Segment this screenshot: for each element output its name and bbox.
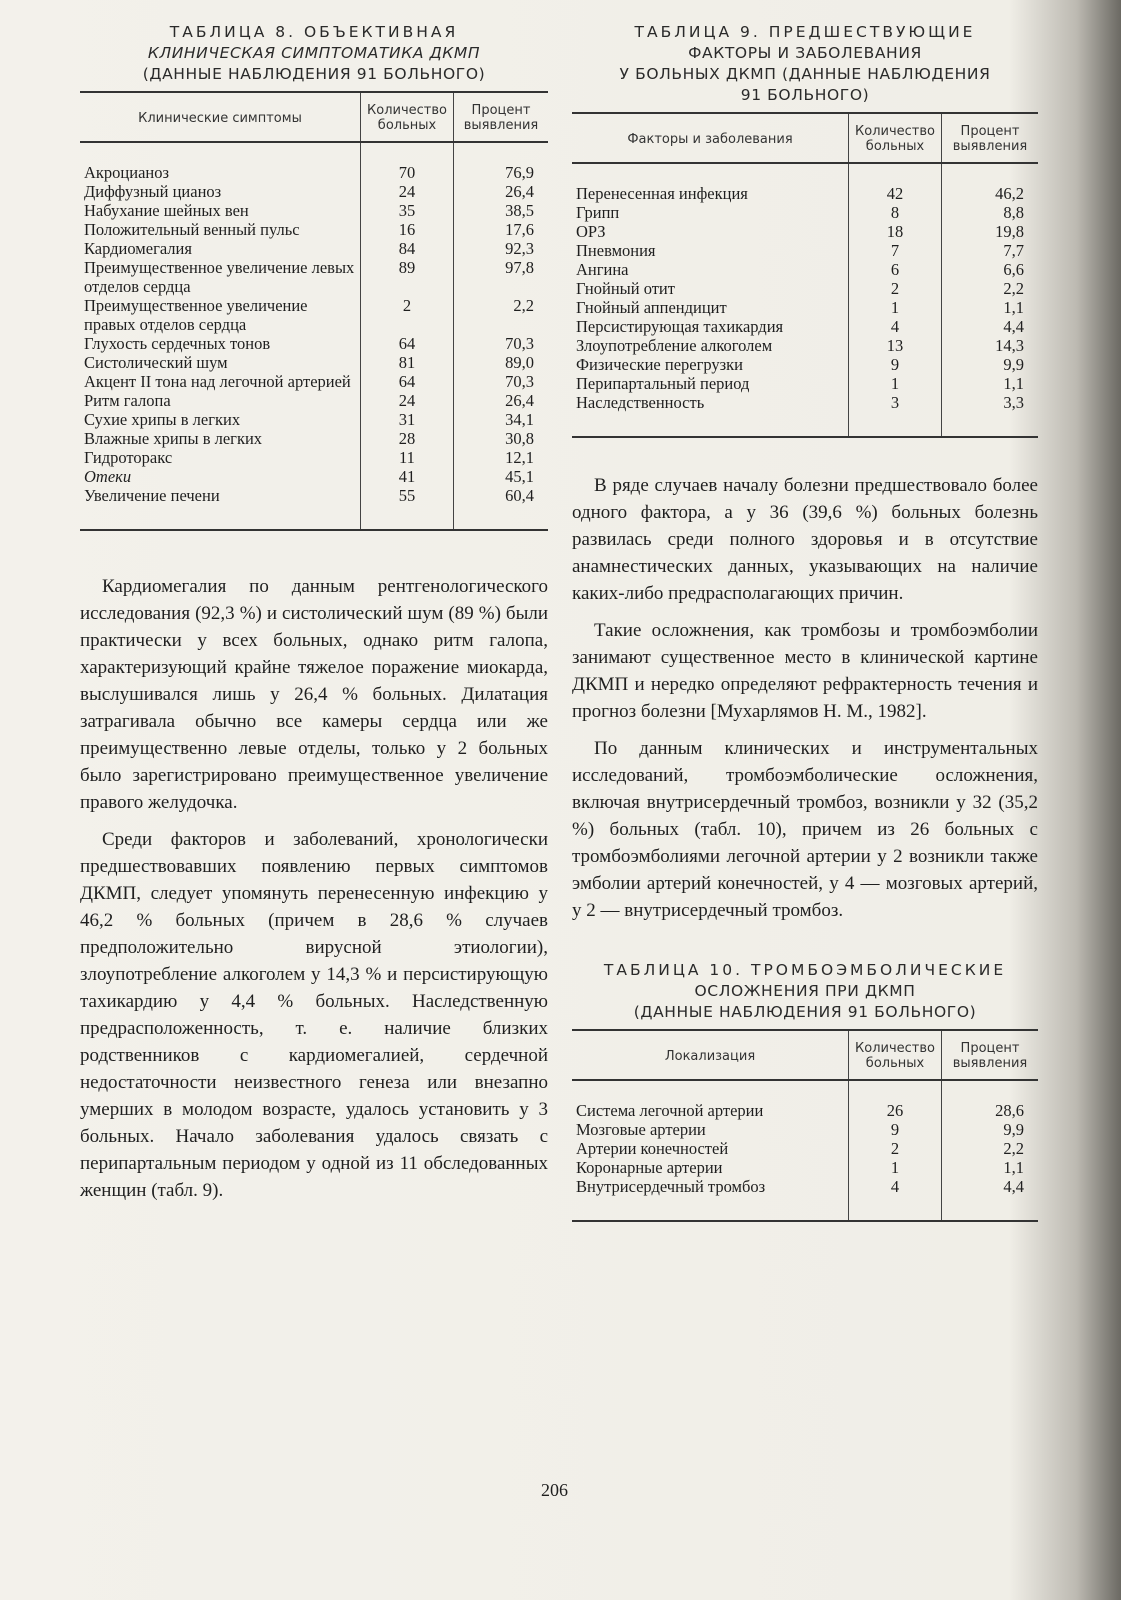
row-count: 26 [849, 1080, 942, 1120]
table-row [572, 241, 1038, 260]
row-label: Злоупотребление алкоголем [576, 336, 773, 355]
row-percent: 26,4 [454, 182, 549, 201]
row-label: Диффузный цианоз [84, 182, 222, 201]
table9-caption-line3: У БОЛЬНЫХ ДКМП (ДАННЫЕ НАБЛЮДЕНИЯ [619, 65, 991, 83]
row-count: 9 [849, 1120, 942, 1139]
table-row [572, 317, 1038, 336]
row-count: 28 [361, 429, 454, 448]
row-percent: 9,9 [942, 1120, 1039, 1139]
row-percent: 1,1 [942, 1158, 1039, 1177]
table-row [80, 486, 548, 530]
row-percent: 12,1 [454, 448, 549, 467]
row-percent: 70,3 [454, 334, 549, 353]
right-paragraph-1: В ряде случаев началу болезни предшествовало более одного фактора, а у 36 (39,6 %) больных болезнь развилась среди полного здоровья и в отсутствие анамнестических данных, указывающих на наличие каких-либо предрасполагающих причин. [572, 475, 1038, 604]
table10-caption [572, 960, 1038, 1023]
row-count: 2 [361, 296, 454, 334]
row-count: 7 [849, 241, 942, 260]
row-count: 1 [849, 298, 942, 317]
left-column [80, 22, 548, 1214]
row-percent: 97,8 [454, 258, 549, 296]
table-row [572, 1120, 1038, 1139]
table-row [80, 142, 548, 182]
row-count: 16 [361, 220, 454, 239]
row-count: 64 [361, 334, 454, 353]
row-percent: 76,9 [454, 142, 549, 182]
table-row [80, 334, 548, 353]
row-percent: 38,5 [454, 201, 549, 220]
row-label: Персистирующая тахикардия [576, 317, 784, 336]
row-label: Систолический шум [84, 353, 228, 372]
table-row [572, 355, 1038, 374]
row-percent: 4,4 [942, 317, 1039, 336]
row-percent: 3,3 [942, 393, 1039, 437]
row-label: Кардиомегалия [84, 239, 192, 258]
table8-header-count: Количество больных [361, 92, 454, 142]
table-row [80, 467, 548, 486]
table10 [572, 1029, 1038, 1222]
table9 [572, 112, 1038, 438]
table-row [80, 410, 548, 429]
row-count: 35 [361, 201, 454, 220]
row-count: 64 [361, 372, 454, 391]
table-row [80, 429, 548, 448]
row-percent: 17,6 [454, 220, 549, 239]
table8 [80, 91, 548, 531]
table9-caption [572, 22, 1038, 106]
row-label: Влажные хрипы в легких [84, 429, 263, 448]
row-label: Отеки [84, 467, 132, 486]
table9-header-percent: Процент выявления [942, 113, 1039, 163]
row-label: Мозговые артерии [576, 1120, 706, 1139]
row-percent: 2,2 [942, 1139, 1039, 1158]
row-label: Система легочной артерии [576, 1101, 764, 1120]
table-row [80, 239, 548, 258]
row-percent: 2,2 [454, 296, 549, 334]
row-percent: 4,4 [942, 1177, 1039, 1221]
table-row [80, 201, 548, 220]
row-label: Ритм галопа [84, 391, 171, 410]
row-label: Ангина [576, 260, 629, 279]
row-count: 2 [849, 279, 942, 298]
table-row [80, 182, 548, 201]
row-label: Гнойный аппендицит [576, 298, 727, 317]
row-label: Внутрисердечный тромбоз [576, 1177, 766, 1196]
row-percent: 1,1 [942, 298, 1039, 317]
table8-caption-line2: КЛИНИЧЕСКАЯ СИМПТОМАТИКА ДКМП [147, 44, 481, 62]
row-count: 81 [361, 353, 454, 372]
row-count: 55 [361, 486, 454, 530]
left-paragraph-2: Среди факторов и заболеваний, хронологически предшествовавших появлению первых симптомов ДКМП, следует упомянуть перенесенную инфекцию у 46,2 % больных (причем в 28,6 % случаев предположительно вирусной этиологии), злоупотребление алкоголем у 14,3 % и персистирующую тахикардию у 4,4 % больных. Наследственную предрасположенность, т. е. наличие близких родственников с кардиомегалией, сердечной недостаточности неизвестного генеза или внезапно умерших в молодом возрасте, удалось установить у 3 больных. Начало заболевания удалось связать с перипартальным периодом у одной из 11 обследованных женщин (табл. 9). [80, 829, 548, 1201]
table9-header-factors: Факторы и заболевания [572, 113, 849, 163]
row-count: 6 [849, 260, 942, 279]
row-count: 70 [361, 142, 454, 182]
table-row [572, 1080, 1038, 1120]
row-percent: 92,3 [454, 239, 549, 258]
row-percent: 60,4 [454, 486, 549, 530]
table-row [572, 203, 1038, 222]
row-percent: 9,9 [942, 355, 1039, 374]
row-label: Артерии конечностей [576, 1139, 729, 1158]
row-count: 89 [361, 258, 454, 296]
table-row [572, 336, 1038, 355]
table-row [572, 222, 1038, 241]
row-count: 84 [361, 239, 454, 258]
left-paragraph-1: Кардиомегалия по данным рентгенологического исследования (92,3 %) и систолический шум (89 %) были практически у всех больных, однако ритм галопа, характеризующий крайне тяжелое поражение миокарда, выслушивался лишь у 26,4 % больных. Дилатация затрагивала обычно все камеры сердца или же преимущественно левые отделы, только у 2 больных было зарегистрировано преимущественное увеличение правого желудочка. [80, 576, 548, 813]
row-label: Увеличение печени [84, 486, 220, 505]
row-count: 31 [361, 410, 454, 429]
right-paragraph-3: По данным клинических и инструментальных исследований, тромбоэмболические осложнения, включая внутрисердечный тромбоз, возникли у 32 (35,2 %) больных (табл. 10), причем из 26 больных с тромбоэмболиями легочной артерии у 2 возникли также эмболии артерий конечностей, у 4 — мозговых артерий, у 2 — внутрисердечный тромбоз. [572, 738, 1038, 921]
row-percent: 70,3 [454, 372, 549, 391]
table8-caption [80, 22, 548, 85]
row-label: Преимущественное увеличение правых отделов сердца [84, 296, 308, 334]
row-count: 13 [849, 336, 942, 355]
row-label: Преимущественное увеличение левых отделов сердца [84, 258, 355, 296]
row-label: Перипартальный период [576, 374, 750, 393]
row-count: 4 [849, 1177, 942, 1221]
table-row [80, 372, 548, 391]
table-row [80, 258, 548, 296]
table-row [80, 296, 548, 334]
row-count: 18 [849, 222, 942, 241]
table10-header-localization: Локализация [572, 1030, 849, 1080]
table8-header-percent: Процент выявления [454, 92, 549, 142]
row-percent: 28,6 [942, 1080, 1039, 1120]
row-percent: 8,8 [942, 203, 1039, 222]
row-count: 3 [849, 393, 942, 437]
table10-caption-line1: ТАБЛИЦА 10. ТРОМБОЭМБОЛИЧЕСКИЕ [603, 961, 1007, 979]
table-row [572, 279, 1038, 298]
row-label: Гнойный отит [576, 279, 675, 298]
row-percent: 19,8 [942, 222, 1039, 241]
row-percent: 89,0 [454, 353, 549, 372]
row-label: Перенесенная инфекция [576, 184, 748, 203]
row-label: Положительный венный пульс [84, 220, 300, 239]
row-count: 1 [849, 374, 942, 393]
row-count: 41 [361, 467, 454, 486]
row-count: 9 [849, 355, 942, 374]
row-count: 1 [849, 1158, 942, 1177]
row-percent: 46,2 [942, 163, 1039, 203]
row-percent: 45,1 [454, 467, 549, 486]
table8-caption-line3: (ДАННЫЕ НАБЛЮДЕНИЯ 91 БОЛЬНОГО) [142, 65, 486, 83]
row-count: 24 [361, 182, 454, 201]
table-row [572, 260, 1038, 279]
table9-header-count: Количество больных [849, 113, 942, 163]
row-percent: 26,4 [454, 391, 549, 410]
table-row [80, 448, 548, 467]
row-count: 42 [849, 163, 942, 203]
row-label: Сухие хрипы в легких [84, 410, 241, 429]
table10-caption-line2: ОСЛОЖНЕНИЯ ПРИ ДКМП [694, 982, 916, 1000]
row-count: 2 [849, 1139, 942, 1158]
table10-header-percent: Процент выявления [942, 1030, 1039, 1080]
row-label: Гидроторакс [84, 448, 173, 467]
row-count: 4 [849, 317, 942, 336]
row-label: Глухость сердечных тонов [84, 334, 271, 353]
table-row [572, 298, 1038, 317]
right-column [572, 22, 1038, 1222]
table8-header-symptoms: Клинические симптомы [80, 92, 361, 142]
row-label: Наследственность [576, 393, 705, 412]
table-row [572, 1177, 1038, 1221]
row-count: 24 [361, 391, 454, 410]
row-label: Акцент II тона над легочной артерией [84, 372, 351, 391]
row-count: 8 [849, 203, 942, 222]
page-number: 206 [541, 1480, 568, 1500]
table-row [572, 393, 1038, 437]
table-row [80, 220, 548, 239]
row-label: Пневмония [576, 241, 656, 260]
table-row [80, 353, 548, 372]
row-percent: 1,1 [942, 374, 1039, 393]
row-count: 11 [361, 448, 454, 467]
table9-caption-line1: ТАБЛИЦА 9. ПРЕДШЕСТВУЮЩИЕ [634, 23, 976, 41]
table-row [572, 1158, 1038, 1177]
row-label: Грипп [576, 203, 620, 222]
row-label: ОРЗ [576, 222, 606, 241]
right-paragraph-2: Такие осложнения, как тромбозы и тромбоэмболии занимают существенное место в клинической картине ДКМП и нередко определяют рефрактерность течения и прогноз болезни [Мухарлямов Н. М., 1982]. [572, 620, 1038, 722]
row-label: Акроцианоз [84, 163, 170, 182]
table9-caption-line4: 91 БОЛЬНОГО) [740, 86, 870, 104]
table-row [572, 163, 1038, 203]
table-row [572, 1139, 1038, 1158]
row-label: Набухание шейных вен [84, 201, 249, 220]
row-percent: 2,2 [942, 279, 1039, 298]
row-percent: 6,6 [942, 260, 1039, 279]
row-label: Коронарные артерии [576, 1158, 723, 1177]
table9-caption-line2: ФАКТОРЫ И ЗАБОЛЕВАНИЯ [688, 44, 922, 62]
table-row [80, 391, 548, 410]
row-percent: 7,7 [942, 241, 1039, 260]
table10-header-count: Количество больных [849, 1030, 942, 1080]
row-percent: 14,3 [942, 336, 1039, 355]
table8-caption-line1: ТАБЛИЦА 8. ОБЪЕКТИВНАЯ [169, 23, 459, 41]
row-label: Физические перегрузки [576, 355, 744, 374]
row-percent: 34,1 [454, 410, 549, 429]
table-row [572, 374, 1038, 393]
row-percent: 30,8 [454, 429, 549, 448]
table10-caption-line3: (ДАННЫЕ НАБЛЮДЕНИЯ 91 БОЛЬНОГО) [633, 1003, 977, 1021]
